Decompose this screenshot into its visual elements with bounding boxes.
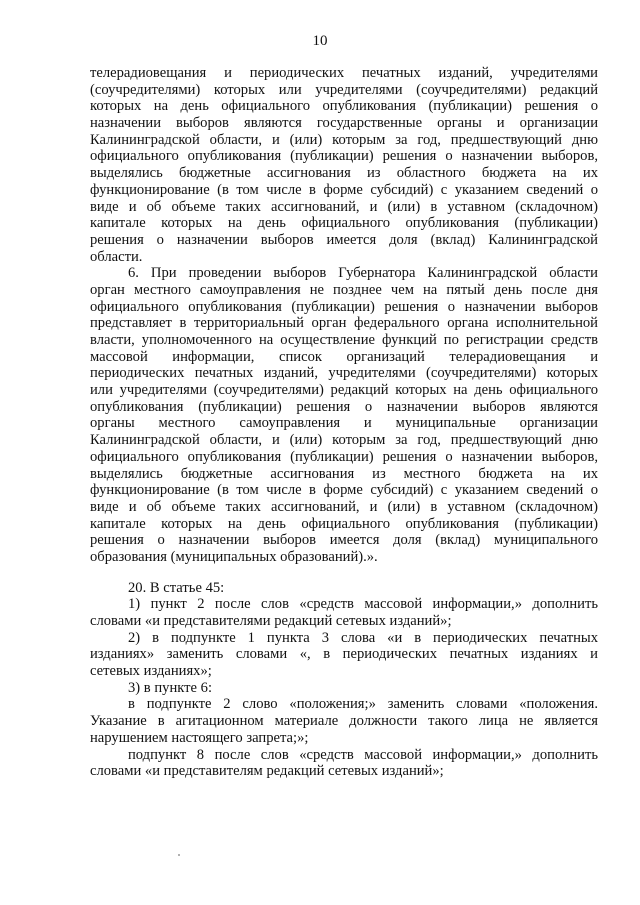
text-line: виде и об объеме таких ассигнований, и (или) в уставном (складочном) [90, 498, 598, 515]
text-line: или учредителями (соучредителями) редакций которых на день официального [90, 382, 598, 399]
text-line: которых на день официального опубликования (публикации) решения о [90, 98, 598, 115]
text-line: словами «и представителям редакций сетевых изданий»; [90, 763, 444, 780]
text-line: нарушением настоящего запрета;»; [90, 729, 309, 746]
text-line: 3) в пункте 6: [128, 679, 213, 696]
text-line: Калининградской области, и (или) которым за год, предшествующий дню [90, 131, 598, 148]
text-line: 20. В статье 45: [128, 579, 225, 596]
paragraph-gap [90, 566, 598, 580]
text-line: органы местного самоуправления и муниципальные организации [90, 415, 598, 432]
text-line: виде и об объеме таких ассигнований, и (или) в уставном (складочном) [90, 198, 598, 215]
text-line: официального опубликования (публикации) решения о назначении выборов, [90, 148, 598, 165]
text-line: подпункт 8 после слов «средств массовой информации,» дополнить [128, 746, 598, 763]
text-line: Указание в агитационном материале должности такого лица не является [90, 713, 598, 730]
text-line: выделялись бюджетные ассигнования из местного бюджета на их [90, 465, 598, 482]
text-line: 6. При проведении выборов Губернатора Калининградской области [128, 265, 598, 282]
text-line: опубликования (публикации) решения о назначении выборов являются [90, 398, 598, 415]
text-line: области. [90, 248, 143, 265]
text-line: словами «и представителями редакций сетевых изданий»; [90, 613, 452, 629]
text-line: (соучредителями) которых или учредителями (соучредителями) редакций [90, 81, 598, 98]
document-body [90, 65, 598, 780]
text-line: Калининградской области, и (или) которым за год, предшествующий дню [90, 432, 598, 449]
text-line: выделялись бюджетные ассигнования из областного бюджета на их [90, 165, 598, 182]
scan-speck [178, 854, 180, 856]
text-line: функционирование (в том числе в форме субсидий) с указанием сведений о [90, 482, 598, 499]
text-line: изданиях» заменить словами «, в периодических печатных изданиях и [90, 646, 598, 663]
text-line: телерадиовещания и периодических печатных изданий, учредителями [90, 65, 598, 81]
text-line: власти, уполномоченного на осуществление функций по регистрации средств [90, 332, 598, 348]
text-line: представляет в территориальный орган федерального органа исполнительной [90, 315, 598, 332]
text-line: образования (муниципальных образований).». [90, 548, 378, 565]
text-line: назначении выборов являются государственные органы и организации [90, 115, 598, 132]
text-line: решения о назначении выборов имеется доля (вклад) Калининградской [90, 231, 598, 248]
text-line: капитале которых на день официального опубликования (публикации) [90, 215, 598, 232]
text-line: капитале которых на день официального опубликования (публикации) [90, 515, 598, 532]
text-line: официального опубликования (публикации) решения о назначении выборов, [90, 448, 598, 465]
text-line: 2) в подпункте 1 пункта 3 слова «и в периодических печатных [128, 629, 598, 646]
text-line: сетевых изданиях»; [90, 663, 212, 680]
text-line: периодических печатных изданий, учредителями (соучредителями) которых [90, 365, 598, 382]
text-line: решения о назначении выборов имеется доля (вклад) муниципального [90, 532, 598, 549]
text-line: функционирование (в том числе в форме субсидий) с указанием сведений о [90, 181, 598, 198]
text-line: массовой информации, список организаций телерадиовещания и [90, 348, 598, 365]
text-line: орган местного самоуправления не позднее чем на пятый день после дня [90, 281, 598, 298]
text-line: официального опубликования (публикации) решения о назначении выборов [90, 298, 598, 315]
page-number: 10 [312, 33, 328, 49]
text-line: в подпункте 2 слово «положения;» заменить словами «положения. [128, 696, 598, 713]
text-line: 1) пункт 2 после слов «средств массовой информации,» дополнить [128, 596, 598, 613]
